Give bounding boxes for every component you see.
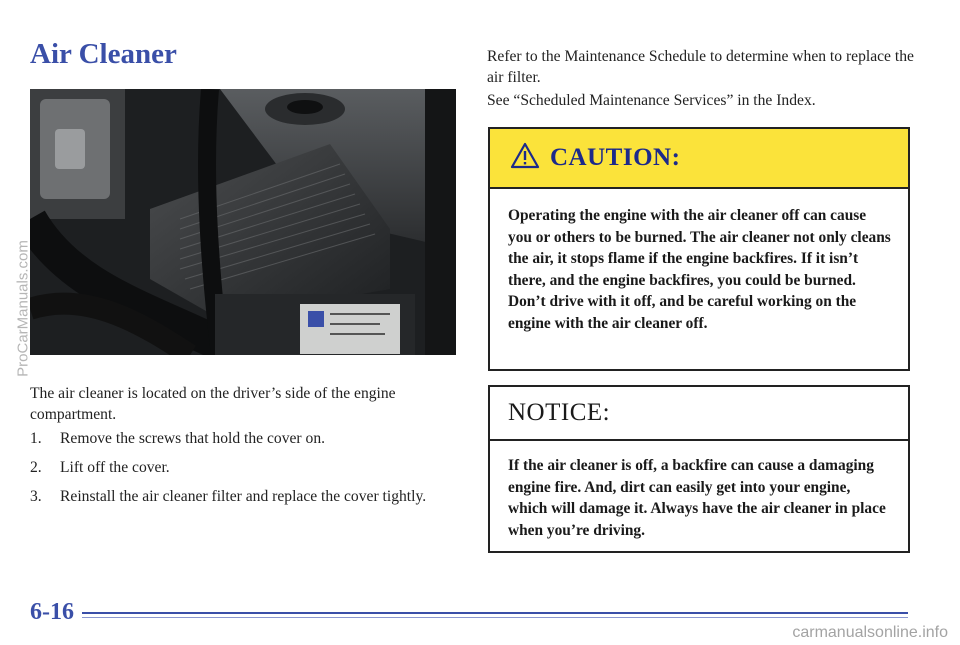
intro-paragraph: The air cleaner is located on the driver’s side of the engine compartment. bbox=[30, 385, 396, 423]
step-number: 3. bbox=[30, 488, 42, 505]
list-item bbox=[30, 486, 450, 507]
bottom-watermark: carmanualsonline.info bbox=[792, 624, 948, 641]
step-text: Remove the screws that hold the cover on. bbox=[60, 430, 326, 447]
engine-photo bbox=[30, 89, 456, 355]
caution-text: Operating the engine with the air cleaner off can cause you or others to be burned. The air cleaner not only cleans the air, it stops flame if the engine backfires. If it isn’t there, and the engine backfires, you could be burned. Don’t drive with it off, and be careful working on the engine with the air cleaner off. bbox=[508, 207, 891, 332]
footer-rule bbox=[82, 612, 908, 614]
page-number: 6-16 bbox=[30, 599, 74, 625]
step-number: 2. bbox=[30, 459, 42, 476]
notice-box bbox=[488, 385, 910, 553]
caution-header bbox=[490, 129, 908, 189]
notice-header bbox=[490, 387, 908, 441]
footer-rule-thin bbox=[82, 617, 908, 618]
list-item bbox=[30, 457, 450, 478]
maintenance-paragraph: Refer to the Maintenance Schedule to determine when to replace the air filter. bbox=[487, 48, 914, 86]
step-text: Reinstall the air cleaner filter and replace the cover tightly. bbox=[60, 488, 427, 505]
page-title: Air Cleaner bbox=[30, 38, 177, 70]
list-item bbox=[30, 428, 450, 449]
notice-title: NOTICE: bbox=[508, 399, 611, 426]
caution-box bbox=[488, 127, 910, 371]
caution-title: CAUTION: bbox=[550, 144, 681, 171]
side-watermark: ProCarManuals.com bbox=[14, 240, 32, 377]
index-reference-paragraph: See “Scheduled Maintenance Services” in the Index. bbox=[487, 92, 816, 109]
notice-text: If the air cleaner is off, a backfire can cause a damaging engine fire. And, dirt can easily get into your engine, which will damage it. Always have the air cleaner in place when you’re driving. bbox=[508, 457, 886, 539]
steps-list bbox=[30, 428, 450, 515]
step-text: Lift off the cover. bbox=[60, 459, 170, 476]
warning-triangle-icon bbox=[510, 142, 540, 174]
step-number: 1. bbox=[30, 430, 42, 447]
